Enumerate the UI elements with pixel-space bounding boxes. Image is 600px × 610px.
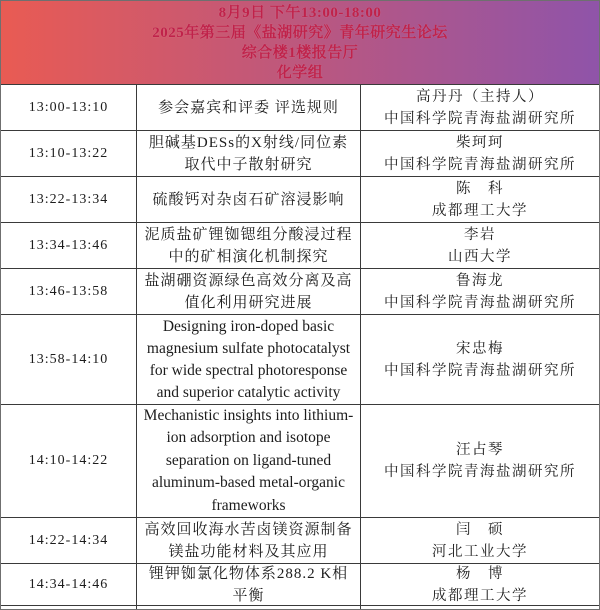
presenter-name: 宋忠梅 [456,340,504,357]
table-row [1,177,599,223]
presenter-name: 汪占琴 [456,442,504,458]
talk-title-cell: Designing iron-doped basic magnesium sulfate photocatalyst for wide spectral photoresponse and superior catalytic activity [136,315,360,404]
time-cell: 13:46-13:58 [28,283,109,299]
time-cell: 13:58-14:10 [28,351,109,367]
presenter-cell [360,131,599,176]
presenter-name: 闫 硕 [456,521,504,538]
presenter-cell [360,518,599,563]
time-cell: 13:00-13:10 [28,99,109,115]
presenter-affiliation: 中国科学院青海盐湖研究所 [384,156,576,173]
time-cell [1,606,136,610]
table-row [1,85,599,131]
table-row [1,315,599,405]
presenter-name: 杨 博 [456,565,504,582]
session-header [1,1,599,85]
presenter-cell [360,405,599,517]
presenter-name: 陈 科 [456,180,504,197]
forum-title: 2025年第三届《盐湖研究》青年研究生论坛 [152,24,448,41]
presenter-affiliation: 山西大学 [448,248,512,265]
presenter-cell [360,223,599,268]
talk-title-cell [136,606,360,610]
table-row [1,223,599,269]
time-cell: 13:10-13:22 [28,145,109,161]
presenter-cell [360,269,599,314]
talk-title-cell: Mechanistic insights into lithium-ion adsorption and isotope separation on ligand-tuned aluminum-based metal-organic frameworks [136,405,360,517]
presenter-name: 柴珂珂 [456,134,504,151]
session-datetime: 8月9日 下午13:00-18:00 [218,4,382,21]
presenter-cell [360,315,599,404]
presenter-affiliation: 中国科学院青海盐湖研究所 [384,294,576,311]
presenter-affiliation: 成都理工大学 [432,202,528,219]
venue: 综合楼1楼报告厅 [241,44,359,61]
table-row [1,518,599,564]
table-row [1,269,599,315]
table-row-clipped [1,606,599,610]
talk-title-cell: 盐湖硼资源绿色高效分离及高值化利用研究进展 [136,269,360,314]
presenter-affiliation: 成都理工大学 [432,587,528,604]
presenter-cell [360,564,599,605]
presenter-affiliation: 河北工业大学 [432,543,528,560]
time-cell: 13:34-13:46 [28,237,109,253]
session-group: 化学组 [276,64,324,81]
talk-title-cell: 高效回收海水苦卤镁资源制备镁盐功能材料及其应用 [136,518,360,563]
presenter-name: 鲁海龙 [456,272,504,289]
presenter-affiliation: 中国科学院青海盐湖研究所 [384,362,576,379]
presenter-affiliation: 中国科学院青海盐湖研究所 [384,464,576,480]
presenter-name: 李岩 [464,226,496,243]
talk-title-cell: 锂钾铷氯化物体系288.2 K相平衡 [136,564,360,605]
presenter-cell [360,85,599,130]
time-cell: 14:10-14:22 [28,453,109,468]
presenter-name: 高丹丹（主持人） [416,88,544,105]
presenter-affiliation: 中国科学院青海盐湖研究所 [384,110,576,127]
time-cell: 14:34-14:46 [28,576,109,592]
talk-title-cell: 胆碱基DESs的X射线/同位素取代中子散射研究 [136,131,360,176]
table-row [1,564,599,606]
time-cell: 13:22-13:34 [28,191,109,207]
talk-title-cell: 硫酸钙对杂卤石矿溶浸影响 [136,177,360,222]
presenter-cell [360,177,599,222]
time-cell: 14:22-14:34 [28,532,109,548]
table-row [1,405,599,518]
talk-title-cell: 参会嘉宾和评委 评选规则 [136,85,360,130]
table-row [1,131,599,177]
talk-title-cell: 泥质盐矿锂铷锶组分酸浸过程中的矿相演化机制探究 [136,223,360,268]
presenter-cell [360,606,599,610]
